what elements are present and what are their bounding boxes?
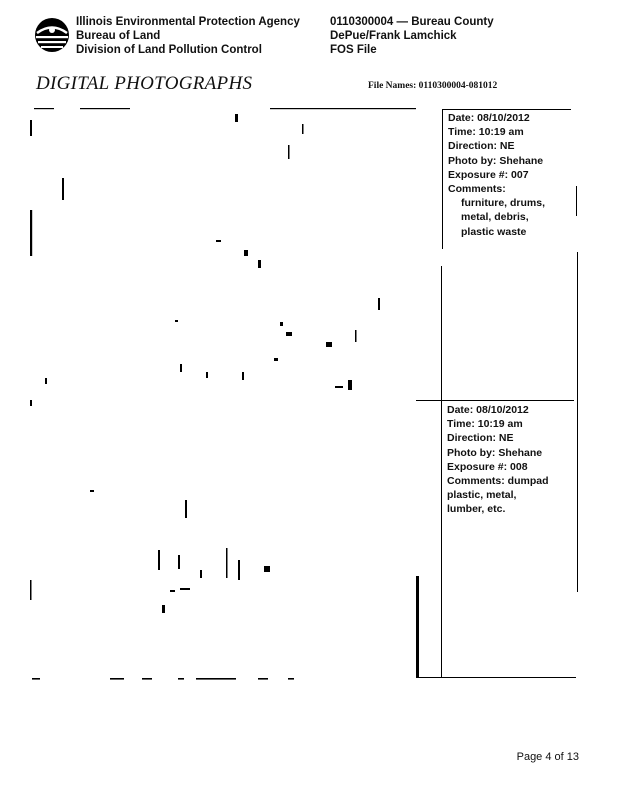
caption-direction: Direction: NE (448, 140, 515, 153)
caption-exposure: Exposure #: 008 (447, 460, 528, 473)
caption-column-right-rule (577, 252, 578, 592)
caption-comment-line: plastic waste (461, 225, 527, 238)
photo-caption-2 (447, 403, 575, 517)
illinois-epa-logo-icon (33, 16, 71, 54)
caption-comments-label: Comments: dumpad (447, 475, 549, 488)
caption-comment-line: lumber, etc. (447, 503, 506, 516)
photo-divider-rule (416, 400, 574, 401)
caption1-top-rule (443, 109, 571, 110)
caption1-right-rule (576, 186, 577, 216)
caption-photographer: Photo by: Shehane (448, 154, 544, 167)
caption-comment-line: metal, debris, (461, 211, 529, 224)
caption-column-left-rule (441, 266, 442, 678)
caption-time: Time: 10:19 am (447, 418, 523, 431)
file-names: File Names: 0110300004-081012 (368, 81, 498, 91)
site-name: DePue/Frank Lamchick (330, 30, 457, 42)
caption-time: Time: 10:19 am (448, 126, 524, 139)
file-type: FOS File (330, 44, 377, 56)
caption-date: Date: 08/10/2012 (448, 112, 530, 124)
scanned-photo-area (30, 100, 416, 680)
caption1-left-rule (442, 109, 443, 249)
site-id-county: 0110300004 — Bureau County (330, 16, 494, 28)
caption-comment-line: plastic, metal, (447, 489, 517, 502)
page-title: DIGITAL PHOTOGRAPHS (36, 73, 253, 94)
bottom-rule (416, 677, 576, 678)
page-number: Page 4 of 13 (516, 751, 579, 763)
bureau-name: Bureau of Land (76, 30, 161, 42)
photo-caption-1 (448, 111, 573, 239)
photo2-edge-rule (416, 576, 419, 678)
caption-exposure: Exposure #: 007 (448, 168, 529, 181)
agency-name: Illinois Environmental Protection Agency (76, 16, 300, 28)
caption-photographer: Photo by: Shehane (447, 446, 543, 459)
site-block (330, 15, 494, 57)
caption-direction: Direction: NE (447, 432, 514, 445)
caption-date: Date: 08/10/2012 (447, 404, 529, 416)
division-name: Division of Land Pollution Control (76, 44, 262, 56)
agency-block (76, 15, 300, 57)
caption-comment-line: furniture, drums, (461, 197, 546, 210)
caption-comments-label: Comments: (448, 183, 506, 196)
